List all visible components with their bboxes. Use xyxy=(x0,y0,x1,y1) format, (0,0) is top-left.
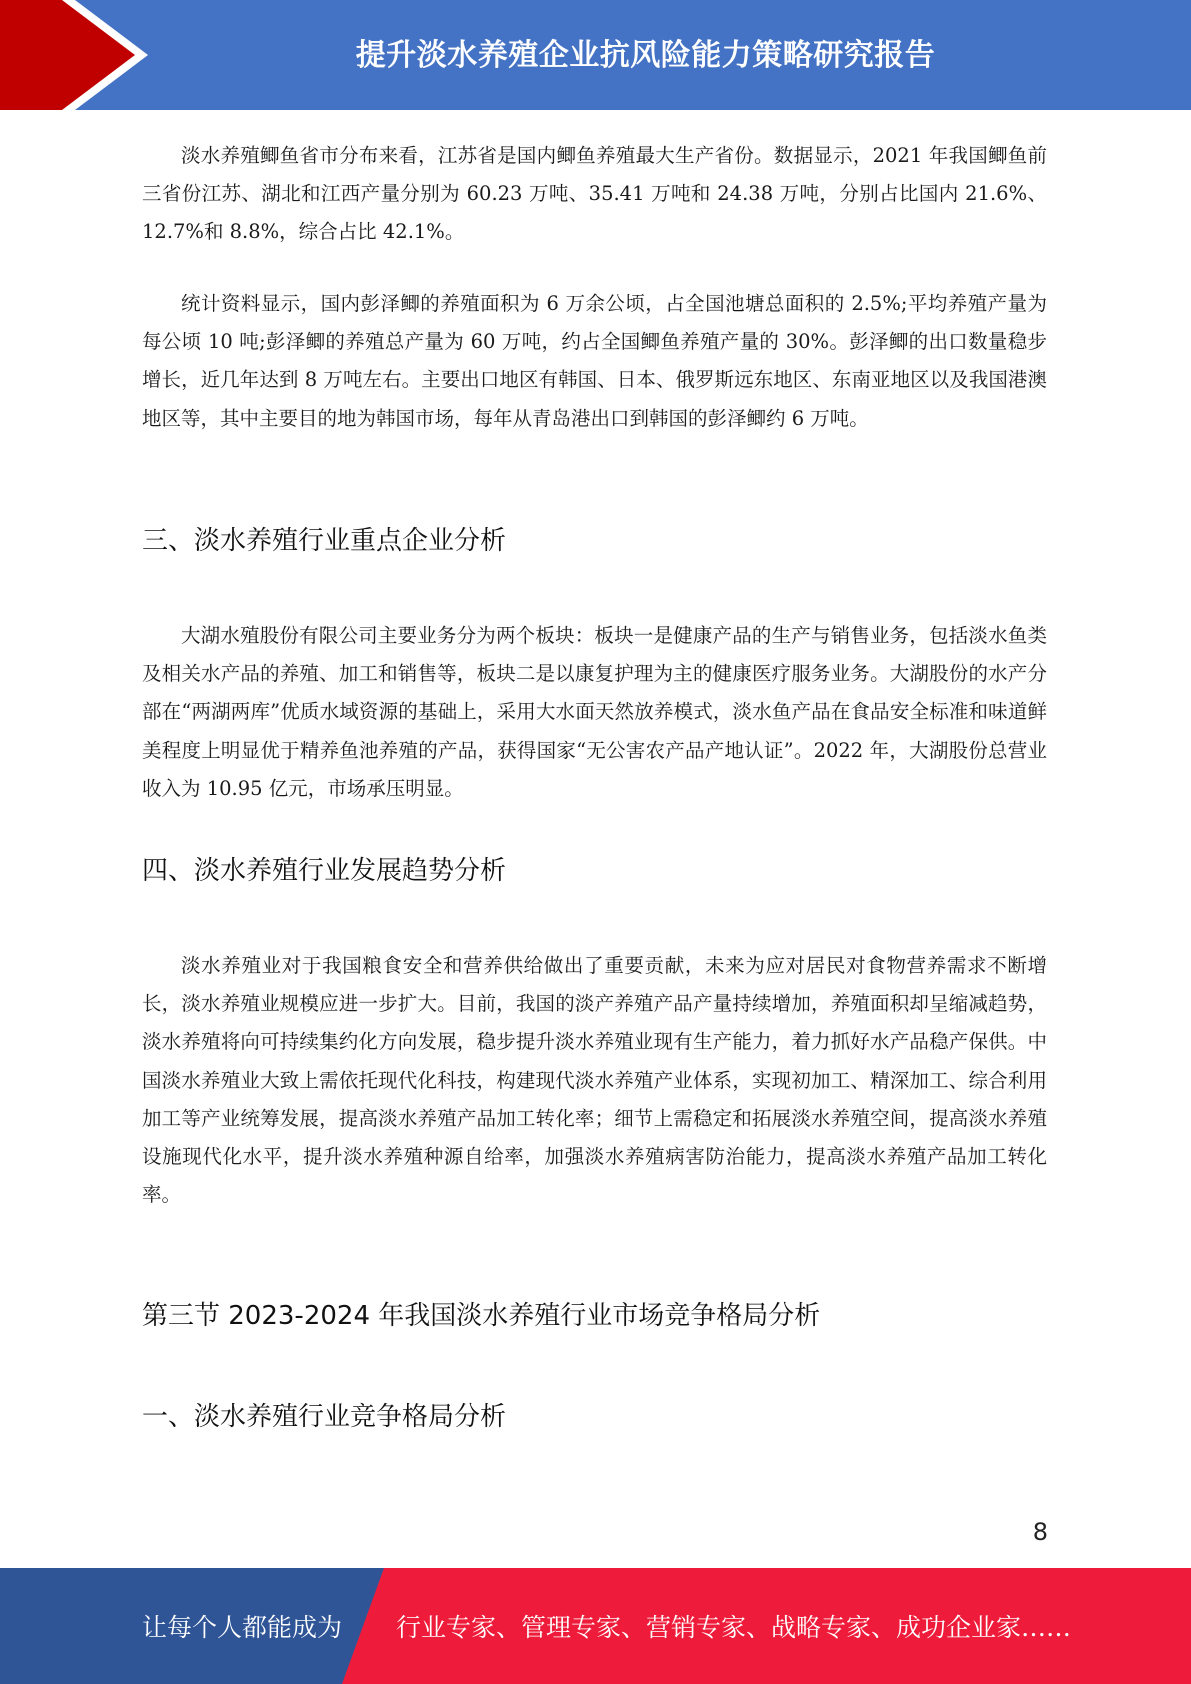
footer-slogan-left: 让每个人都能成为 xyxy=(142,1613,343,1642)
section-title: 第三节 2023-2024 年我国淡水养殖行业市场竞争格局分析 xyxy=(142,1301,821,1331)
paragraph-dahu-company: 大湖水殖股份有限公司主要业务分为两个板块：板块一是健康产品的生产与销售业务，包括淡水鱼类及相关水产品的养殖、加工和销售等，板块二是以康复护理为主的健康医疗服务业务。大湖股份的水产分部在“两湖两库”优质水域资源的基础上，采用大水面天然放养模式，淡水鱼产品在食品安全标准和味道鲜美程度上明显优于精养鱼池养殖的产品，获得国家“无公害农产品产地认证”。2022 年，大湖股份总营业收入为 10.95 亿元，市场承压明显。 xyxy=(142,624,1047,800)
page-header xyxy=(0,0,1191,110)
paragraph-crucian-distribution: 淡水养殖鲫鱼省市分布来看，江苏省是国内鲫鱼养殖最大生产省份。数据显示，2021 年我国鲫鱼前三省份江苏、湖北和江西产量分别为 60.23 万吨、35.41 万吨和 24.38 万吨，分别占比国内 21.6%、12.7%和 8.8%，综合占比 42.1%。 xyxy=(142,144,1047,244)
paragraph-pengze-crucian: 统计资料显示，国内彭泽鲫的养殖面积为 6 万余公顷，占全国池塘总面积的 2.5%;平均养殖产量为每公顷 10 吨;彭泽鲫的养殖总产量为 60 万吨，约占全国鲫鱼养殖产量的 30%。彭泽鲫的出口数量稳步增长，近几年达到 8 万吨左右。主要出口地区有韩国、日本、俄罗斯远东地区、东南亚地区以及我国港澳地区等，其中主要目的地为韩国市场，每年从青岛港出口到韩国的彭泽鲫约 6 万吨。 xyxy=(142,292,1047,430)
footer-slogan-right: 行业专家、管理专家、营销专家、战略专家、成功企业家…… xyxy=(396,1613,1072,1642)
heading-competition-landscape: 一、淡水养殖行业竞争格局分析 xyxy=(142,1402,507,1432)
report-title: 提升淡水养殖企业抗风险能力策略研究报告 xyxy=(355,38,936,73)
paragraph-trend-analysis: 淡水养殖业对于我国粮食安全和营养供给做出了重要贡献，未来为应对居民对食物营养需求不断增长，淡水养殖业规模应进一步扩大。目前，我国的淡产养殖产品产量持续增加，养殖面积却呈缩减趋势，淡水养殖将向可持续集约化方向发展，稳步提升淡水养殖业现有生产能力，着力抓好水产品稳产保供。中国淡水养殖业大致上需依托现代化科技，构建现代淡水养殖产业体系，实现初加工、精深加工、综合利用加工等产业统筹发展，提高淡水养殖产品加工转化率；细节上需稳定和拓展淡水养殖空间，提高淡水养殖设施现代化水平，提升淡水养殖种源自给率，加强淡水养殖病害防治能力，提高淡水养殖产品加工转化率。 xyxy=(142,954,1047,1207)
heading-development-trend: 四、淡水养殖行业发展趋势分析 xyxy=(142,856,507,886)
page-footer xyxy=(0,1568,1191,1684)
heading-key-enterprises: 三、淡水养殖行业重点企业分析 xyxy=(142,526,507,556)
page-number: 8 xyxy=(1032,1518,1048,1546)
header-arrow-decoration xyxy=(0,0,160,110)
